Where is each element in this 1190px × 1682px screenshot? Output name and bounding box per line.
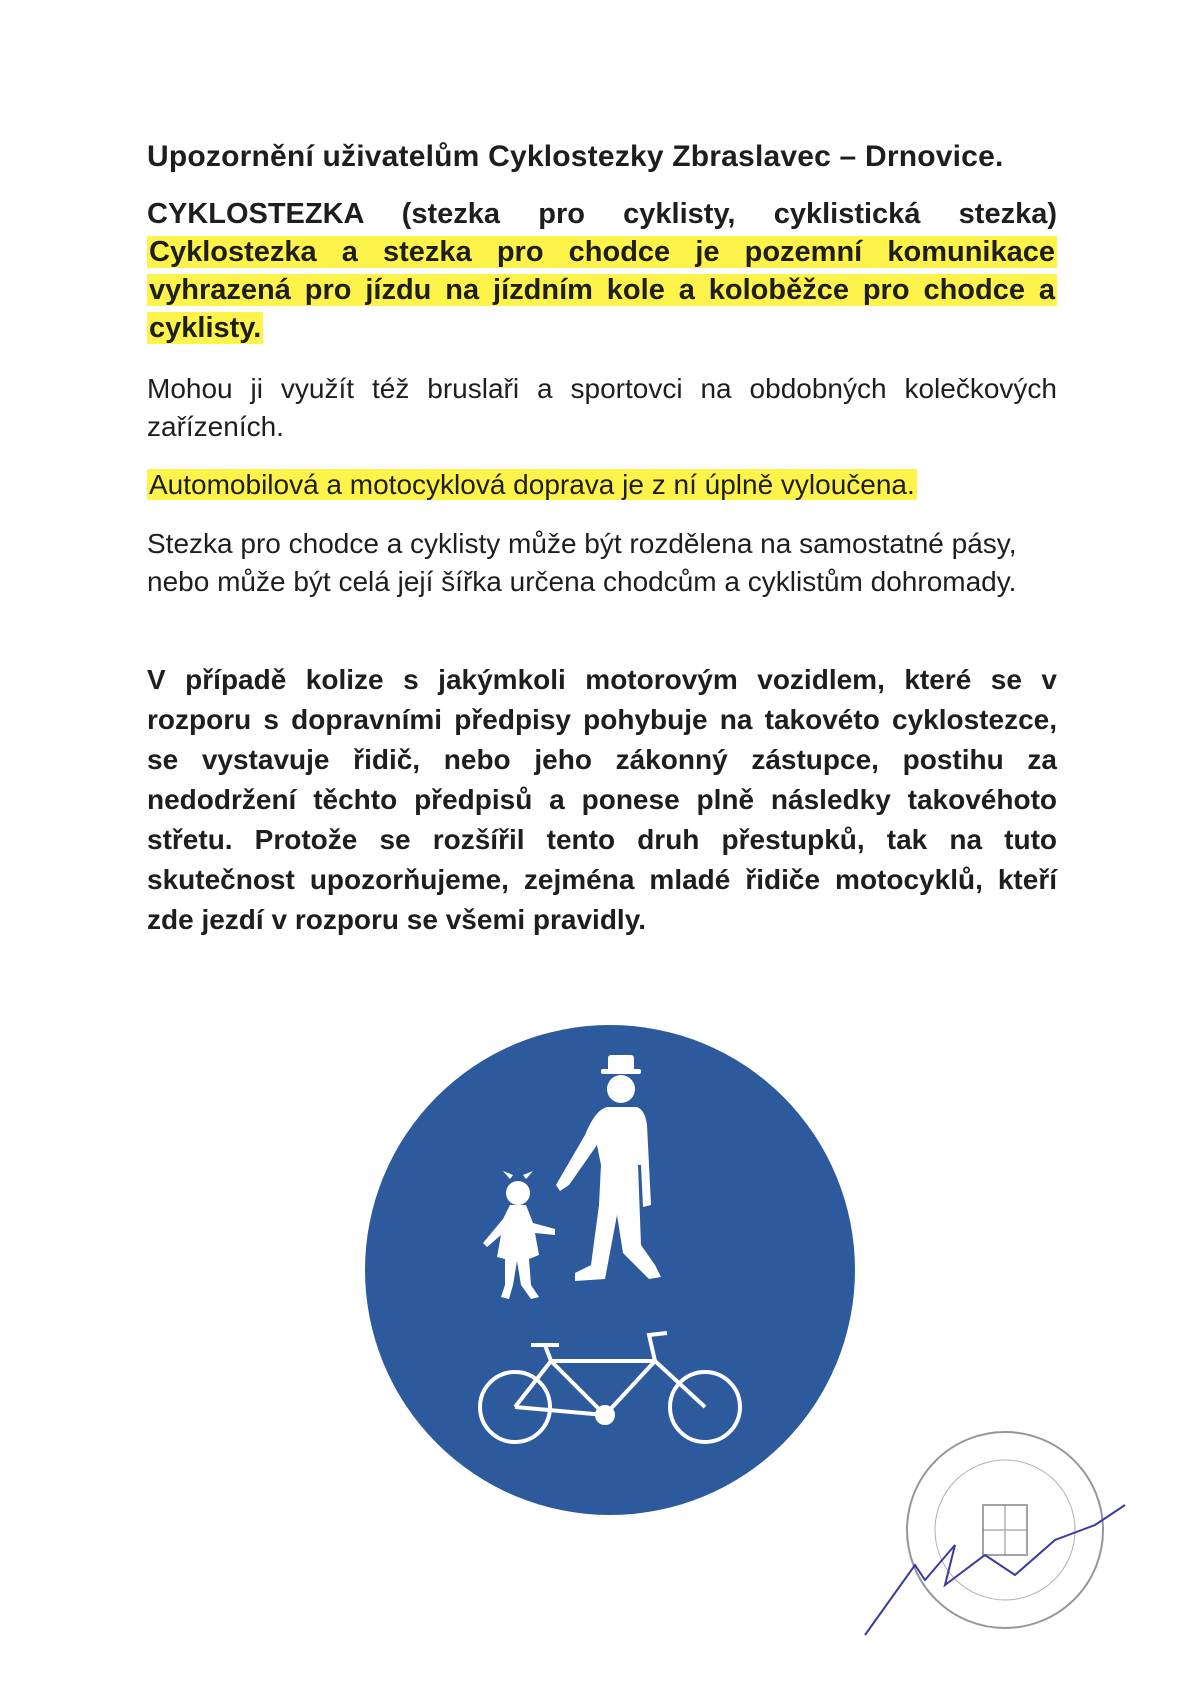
heading-definition: (stezka pro cyklisty, cyklistická stezka) bbox=[363, 198, 1057, 230]
municipal-stamp bbox=[855, 1405, 1135, 1655]
paragraph-kolize: V případě kolize s jakýmkoli motorovým vozidlem, které se v rozporu s dopravními předpisy pohybuje na takovéto cyklostezce, se vystavuje řidič, nebo jeho zákonný zástupce, postihu za nedodržení těchto předpisů a ponese plně následky takovéhoto střetu. Protože se rozšířil tento druh přestupků, tak na tuto skutečnost upozorňujeme, zejména mladé řidiče motocyklů, kteří zde jezdí v rozporu se všemi pravidly. bbox=[147, 664, 1057, 935]
document-title: Upozornění uživatelům Cyklostezky Zbraslavec – Drnovice. bbox=[147, 140, 1004, 173]
sign-disc bbox=[365, 1025, 855, 1515]
definition-heading bbox=[147, 195, 1057, 347]
paragraph-mohou: Mohou ji využít též bruslaři a sportovci na obdobných kolečkových zařízeních. bbox=[147, 373, 1057, 442]
paragraph-stezka: Stezka pro chodce a cyklisty může být rozdělena na samostatné pásy, nebo může být celá její šířka určena chodcům a cyklistům dohromady. bbox=[147, 528, 1017, 597]
highlighted-definition: Cyklostezka a stezka pro chodce je pozemní komunikace vyhrazená pro jízdu na jízdním kole a koloběžce pro chodce a cyklisty. bbox=[149, 236, 1055, 344]
heading-term: CYKLOSTEZKA bbox=[147, 198, 364, 230]
paragraph-automobilova bbox=[147, 466, 1057, 504]
signature bbox=[865, 1505, 1125, 1635]
highlighted-warning: Automobilová a motocyklová doprava je z ní úplně vyloučena. bbox=[149, 469, 915, 500]
shared-path-sign-icon bbox=[355, 1015, 865, 1525]
